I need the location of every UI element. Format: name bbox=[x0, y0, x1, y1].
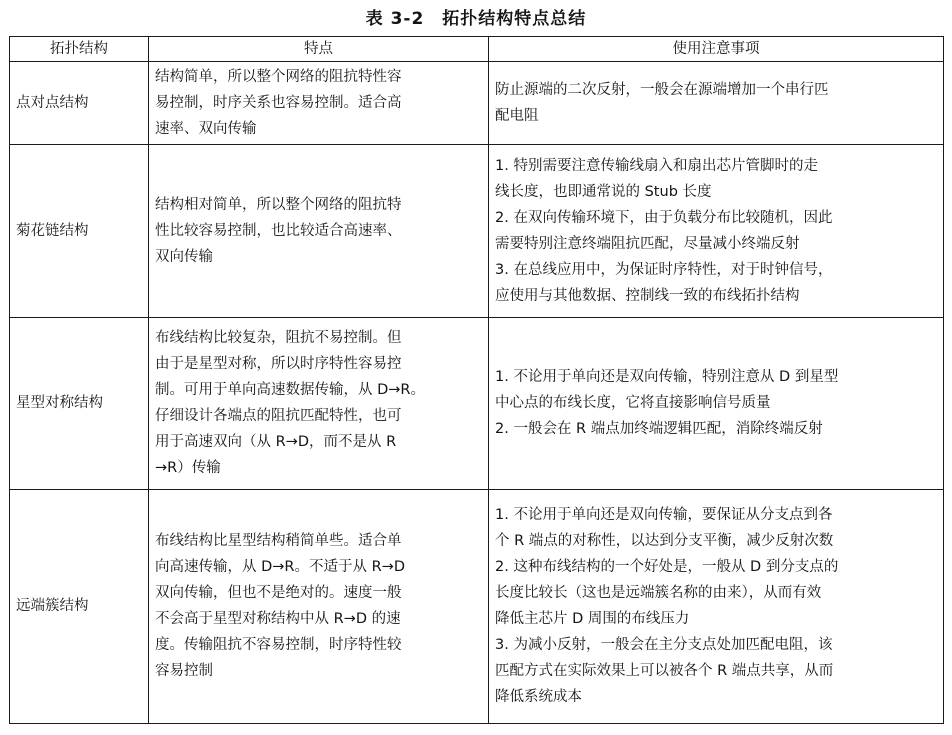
text-line: 由于是星型对称，所以时序特性容易控 bbox=[155, 356, 402, 373]
text-line: 1. 不论用于单向还是双向传输，要保证从分支点到各 bbox=[495, 507, 833, 524]
text-line: 3. 为减小反射，一般会在主分支点处加匹配电阻，该 bbox=[495, 637, 833, 654]
features-cell bbox=[149, 489, 489, 723]
text-line: 双向传输 bbox=[155, 248, 213, 265]
features-cell bbox=[149, 317, 489, 489]
text-line: 防止源端的二次反射，一般会在源端增加一个串行匹 bbox=[495, 82, 829, 99]
text-line: 用于高速双向（从 R→D，而不是从 R bbox=[155, 434, 397, 451]
header-topology: 拓扑结构 bbox=[10, 37, 149, 62]
text-line: 结构简单，所以整个网络的阻抗特性容 bbox=[155, 69, 402, 86]
text-line: 易控制，时序关系也容易控制。适合高 bbox=[155, 95, 402, 112]
text-line: 向高速传输，从 D→R。不适于从 R→D bbox=[155, 559, 405, 576]
topology-name-cell: 点对点结构 bbox=[10, 62, 149, 145]
notes-cell bbox=[489, 145, 944, 317]
text-line: 结构相对简单，所以整个网络的阻抗特 bbox=[155, 196, 402, 213]
text-line: 双向传输，但也不是绝对的。速度一般 bbox=[155, 585, 402, 602]
text-line: 容易控制 bbox=[155, 663, 213, 680]
text-line: 布线结构比较复杂，阻抗不易控制。但 bbox=[155, 330, 402, 347]
text-line: 需要特别注意终端阻抗匹配，尽量减小终端反射 bbox=[495, 235, 800, 252]
header-notes: 使用注意事项 bbox=[489, 37, 944, 62]
features-cell bbox=[149, 62, 489, 145]
topology-table bbox=[9, 36, 944, 724]
table-header-row bbox=[10, 37, 944, 62]
topology-name-cell: 远端簇结构 bbox=[10, 489, 149, 723]
features-cell bbox=[149, 145, 489, 317]
text-line: →R）传输 bbox=[155, 460, 221, 477]
table-caption: 表 3-2 拓扑结构特点总结 bbox=[365, 9, 587, 29]
text-line: 配电阻 bbox=[495, 108, 539, 125]
table-row bbox=[10, 145, 944, 317]
header-features: 特点 bbox=[149, 37, 489, 62]
text-line: 2. 这种布线结构的一个好处是，一般从 D 到分支点的 bbox=[495, 559, 839, 576]
notes-cell bbox=[489, 62, 944, 145]
text-line: 2. 在双向传输环境下，由于负载分布比较随机，因此 bbox=[495, 209, 833, 226]
topology-name-cell: 星型对称结构 bbox=[10, 317, 149, 489]
text-line: 中心点的布线长度，它将直接影响信号质量 bbox=[495, 395, 771, 412]
text-line: 性比较容易控制，也比较适合高速率、 bbox=[155, 222, 402, 239]
text-line: 布线结构比星型结构稍简单些。适合单 bbox=[155, 533, 402, 550]
text-line: 匹配方式在实际效果上可以被各个 R 端点共享，从而 bbox=[495, 663, 834, 680]
text-line: 度。传输阻抗不容易控制，时序特性较 bbox=[155, 637, 402, 654]
text-line: 1. 不论用于单向还是双向传输，特别注意从 D 到星型 bbox=[495, 369, 839, 386]
text-line: 不会高于星型对称结构中从 R→D 的速 bbox=[155, 611, 401, 628]
text-line: 降低主芯片 D 周围的布线压力 bbox=[495, 611, 690, 628]
text-line: 2. 一般会在 R 端点加终端逻辑匹配，消除终端反射 bbox=[495, 421, 823, 438]
notes-cell bbox=[489, 489, 944, 723]
text-line: 个 R 端点的对称性，以达到分支平衡，减少反射次数 bbox=[495, 533, 834, 550]
table-row bbox=[10, 317, 944, 489]
text-line: 速率、双向传输 bbox=[155, 121, 257, 138]
text-line: 制。可用于单向高速数据传输，从 D→R。 bbox=[155, 382, 425, 399]
topology-name-cell: 菊花链结构 bbox=[10, 145, 149, 317]
text-line: 1. 特别需要注意传输线扇入和扇出芯片管脚时的走 bbox=[495, 157, 818, 174]
text-line: 应使用与其他数据、控制线一致的布线拓扑结构 bbox=[495, 287, 800, 304]
text-line: 3. 在总线应用中，为保证时序特性，对于时钟信号， bbox=[495, 261, 833, 278]
text-line: 降低系统成本 bbox=[495, 689, 582, 706]
text-line: 仔细设计各端点的阻抗匹配特性，也可 bbox=[155, 408, 402, 425]
text-line: 长度比较长（这也是远端簇名称的由来），从而有效 bbox=[495, 585, 822, 602]
table-row bbox=[10, 489, 944, 723]
notes-cell bbox=[489, 317, 944, 489]
text-line: 线长度，也即通常说的 Stub 长度 bbox=[495, 183, 712, 200]
table-row bbox=[10, 62, 944, 145]
